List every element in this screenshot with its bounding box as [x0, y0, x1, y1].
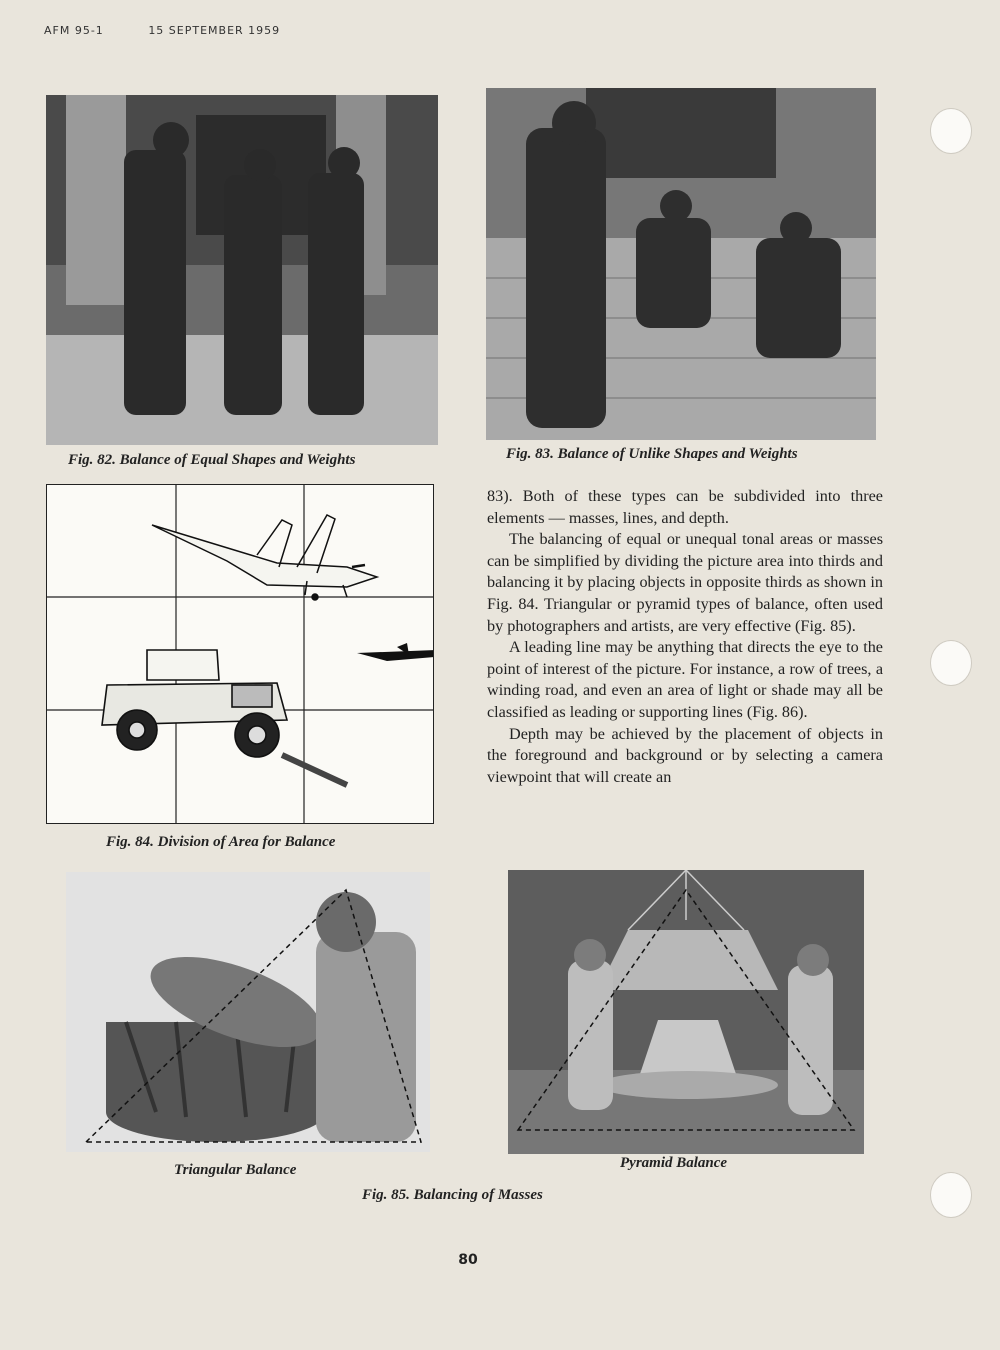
fig84-drawing [46, 484, 434, 824]
paragraph-4: Depth may be achieved by the placement of objects in the foreground and background or by selecting a camera viewpoint that will create an [487, 724, 883, 786]
fig82-caption: Fig. 82. Balance of Equal Shapes and Weights [68, 452, 356, 468]
page-header [44, 24, 320, 37]
paragraph-1: 83). Both of these types can be subdivided into three elements — masses, lines, and depth. [487, 487, 883, 527]
fig82-photo [46, 95, 438, 445]
body-text [487, 486, 883, 788]
doc-id: AFM 95-1 [44, 24, 104, 37]
airplane-small-icon [357, 643, 433, 661]
jeep-icon [102, 650, 347, 785]
punch-hole-bottom [930, 1172, 972, 1218]
doc-date: 15 SEPTEMBER 1959 [148, 24, 281, 37]
paragraph-2: The balancing of equal or unequal tonal areas or masses can be simplified by dividing the picture area into thirds and balancing it by placing objects in opposite thirds as shown in Fig. 84. Triangular or pyramid types of balance, often used by photographers and artists, are very effective (Fig. 85). [487, 530, 883, 635]
fig83-caption: Fig. 83. Balance of Unlike Shapes and Weights [506, 446, 798, 462]
paragraph-3: A leading line may be anything that directs the eye to the point of interest of the picture. For instance, a row of trees, a winding road, and even an area of light or shade may all be classified as leading or supporting lines (Fig. 86). [487, 638, 883, 721]
fig85-right-photo [508, 870, 864, 1154]
fig84-caption: Fig. 84. Division of Area for Balance [106, 834, 336, 850]
page-number: 80 [458, 1252, 478, 1268]
punch-hole-top [930, 108, 972, 154]
fig85-caption: Fig. 85. Balancing of Masses [362, 1187, 543, 1203]
airplane-large-icon [152, 515, 377, 600]
fig85-right-caption: Pyramid Balance [620, 1155, 728, 1171]
fig85-left-photo [66, 872, 430, 1152]
fig85-left-caption: Triangular Balance [174, 1162, 297, 1178]
punch-hole-middle [930, 640, 972, 686]
fig83-photo [486, 88, 876, 440]
